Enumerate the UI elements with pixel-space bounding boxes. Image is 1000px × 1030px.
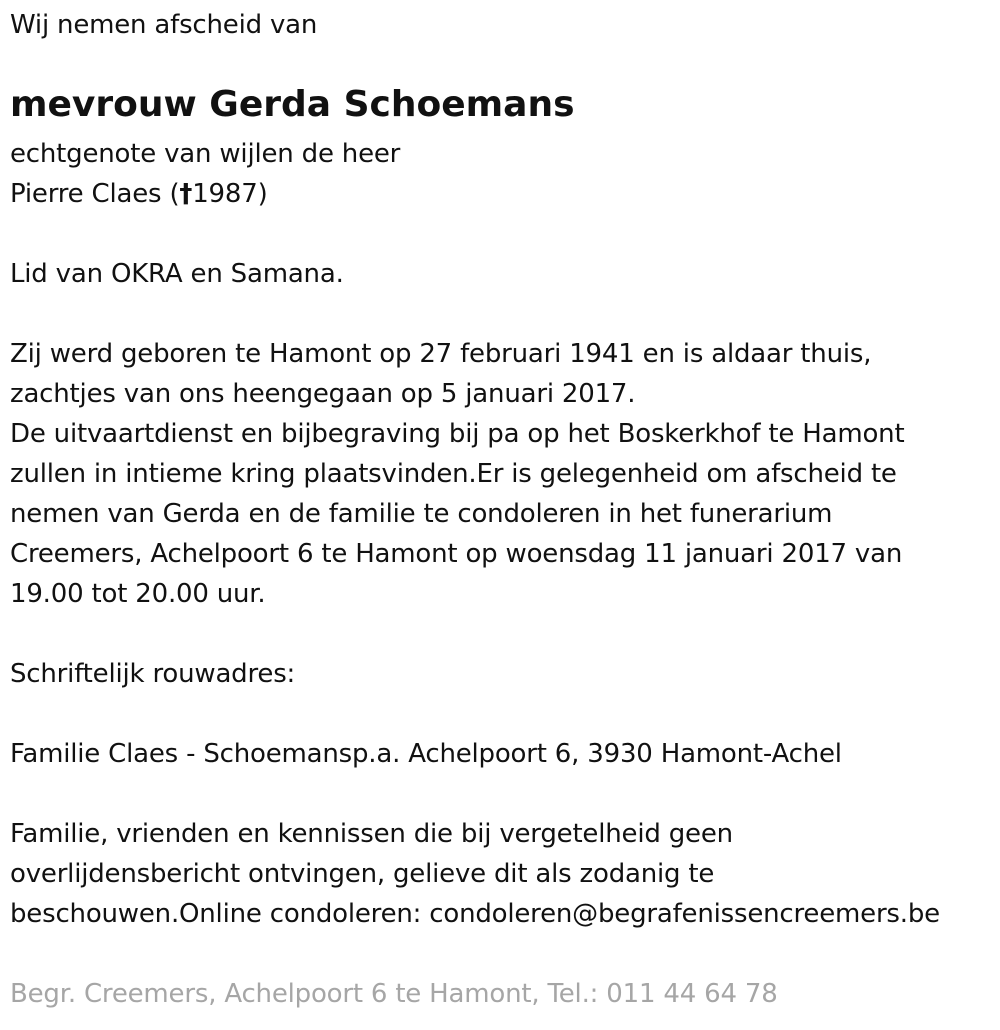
address-label: Schriftelijk rouwadres: <box>10 659 296 689</box>
intro-text: Wij nemen afscheid van <box>10 10 318 40</box>
body-line: nemen van Gerda en de familie te condoleren in het funerarium <box>10 499 833 529</box>
notice-body <box>10 334 904 614</box>
closing-text <box>10 814 940 934</box>
body-line: 19.00 tot 20.00 uur. <box>10 579 266 609</box>
spouse-line-1: echtgenote van wijlen de heer <box>10 139 401 169</box>
body-line: Creemers, Achelpoort 6 te Hamont op woensdag 11 januari 2017 van <box>10 539 903 569</box>
membership-text: Lid van OKRA en Samana. <box>10 259 344 289</box>
body-line: zachtjes van ons heengegaan op 5 januari 2017. <box>10 379 636 409</box>
funeral-home-footer: Begr. Creemers, Achelpoort 6 te Hamont, Tel.: 011 44 64 78 <box>10 979 778 1009</box>
closing-line: beschouwen.Online condoleren: condoleren@begrafenissencreemers.be <box>10 899 940 929</box>
spouse-name: Pierre Claes ( <box>10 179 180 209</box>
body-line: Zij werd geboren te Hamont op 27 februari 1941 en is aldaar thuis, <box>10 339 872 369</box>
deceased-name: mevrouw Gerda Schoemans <box>10 84 575 125</box>
spouse-line-2 <box>10 174 268 214</box>
body-line: zullen in intieme kring plaatsvinden.Er is gelegenheid om afscheid te <box>10 459 897 489</box>
body-line: De uitvaartdienst en bijbegraving bij pa op het Boskerkhof te Hamont <box>10 419 905 449</box>
spouse-death-year: 1987) <box>192 179 268 209</box>
closing-line: Familie, vrienden en kennissen die bij vergetelheid geen <box>10 819 733 849</box>
mourning-address: Familie Claes - Schoemansp.a. Achelpoort 6, 3930 Hamont-Achel <box>10 739 842 769</box>
closing-line: overlijdensbericht ontvingen, gelieve dit als zodanig te <box>10 859 715 889</box>
cross-icon: † <box>179 179 193 209</box>
